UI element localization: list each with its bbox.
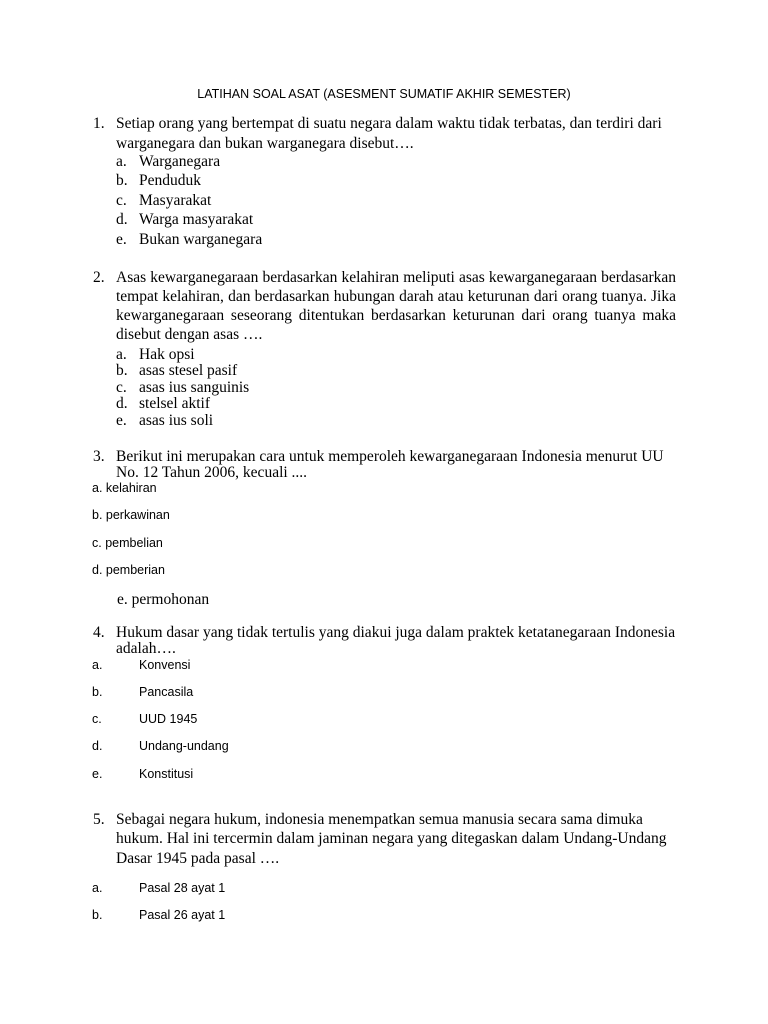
question-number: 2. xyxy=(93,269,105,286)
option-letter: b. xyxy=(92,685,103,699)
question-number: 1. xyxy=(93,115,105,132)
question-text-line: Dasar 1945 pada pasal …. xyxy=(116,850,280,867)
option-letter: d. xyxy=(92,739,103,753)
option-letter: e. xyxy=(116,412,127,429)
option-text: Warga masyarakat xyxy=(139,211,254,228)
option-text: Bukan warganegara xyxy=(139,231,263,248)
option-letter: c. xyxy=(116,379,127,396)
option-text: Pasal 28 ayat 1 xyxy=(139,881,226,895)
question-text-line: Setiap orang yang bertempat di suatu negara dalam waktu tidak terbatas, dan terdiri dari xyxy=(116,115,662,132)
option-text: Pancasila xyxy=(139,685,194,699)
option-text: Undang-undang xyxy=(139,739,229,753)
option-letter: b. xyxy=(116,362,128,379)
option-letter: c. xyxy=(116,192,127,209)
question-text-line: Berikut ini merupakan cara untuk memperoleh kewarganegaraan Indonesia menurut UU xyxy=(116,448,664,465)
option-text: Warganegara xyxy=(139,153,221,170)
question-text-line: Hukum dasar yang tidak tertulis yang diakui juga dalam praktek ketatanegaraan Indonesia xyxy=(116,624,676,641)
question-number: 3. xyxy=(93,448,105,465)
option-letter: a. xyxy=(116,153,127,170)
option-text: Masyarakat xyxy=(139,192,212,209)
option-text: UUD 1945 xyxy=(139,712,198,726)
option-item: c. pembelian xyxy=(92,536,163,550)
question-text-line: Sebagai negara hukum, indonesia menempatkan semua manusia secara sama dimuka xyxy=(116,811,643,828)
option-letter: a. xyxy=(92,658,103,672)
option-letter: e. xyxy=(116,231,127,248)
option-text: Konstitusi xyxy=(139,767,194,781)
option-item: b. perkawinan xyxy=(92,508,170,522)
page-title: LATIHAN SOAL ASAT (ASESMENT SUMATIF AKHIR SEMESTER) xyxy=(197,87,571,101)
option-letter: e. xyxy=(92,767,103,781)
option-letter: b. xyxy=(92,908,103,922)
option-text: Hak opsi xyxy=(139,346,195,363)
question-text: Asas kewarganegaraan berdasarkan kelahiran meliputi asas kewarganegaraan berdasarkan tempat kelahiran, dan berdasarkan hubungan darah atau keturunan dari orang tuanya. Jika kewarganegaraan seseorang ditentukan berdasarkan keturunan dari orang tuanya maka disebut dengan asas …. xyxy=(116,269,676,343)
option-text: asas ius sanguinis xyxy=(139,379,250,396)
option-letter: d. xyxy=(116,211,128,228)
option-text: stelsel aktif xyxy=(139,395,211,412)
option-item: a. kelahiran xyxy=(92,481,157,495)
question-number: 4. xyxy=(93,624,105,641)
option-item: d. pemberian xyxy=(92,563,165,577)
option-letter: c. xyxy=(92,712,102,726)
option-text: Pasal 26 ayat 1 xyxy=(139,908,226,922)
option-letter: b. xyxy=(116,172,128,189)
option-text: Penduduk xyxy=(139,172,201,189)
option-text: Konvensi xyxy=(139,658,191,672)
question-text-line: No. 12 Tahun 2006, kecuali .... xyxy=(116,464,308,481)
option-letter: a. xyxy=(116,346,127,363)
option-item: e. permohonan xyxy=(117,591,210,608)
question-text-line: adalah…. xyxy=(116,640,176,657)
option-text: asas stesel pasif xyxy=(139,362,238,379)
option-letter: a. xyxy=(92,881,103,895)
option-letter: d. xyxy=(116,395,128,412)
question-text-line: warganegara dan bukan warganegara disebut…. xyxy=(116,135,414,152)
question-number: 5. xyxy=(93,811,105,828)
option-text: asas ius soli xyxy=(139,412,214,429)
question-text-line: hukum. Hal ini tercermin dalam jaminan negara yang ditegaskan dalam Undang-Undang xyxy=(116,830,667,847)
